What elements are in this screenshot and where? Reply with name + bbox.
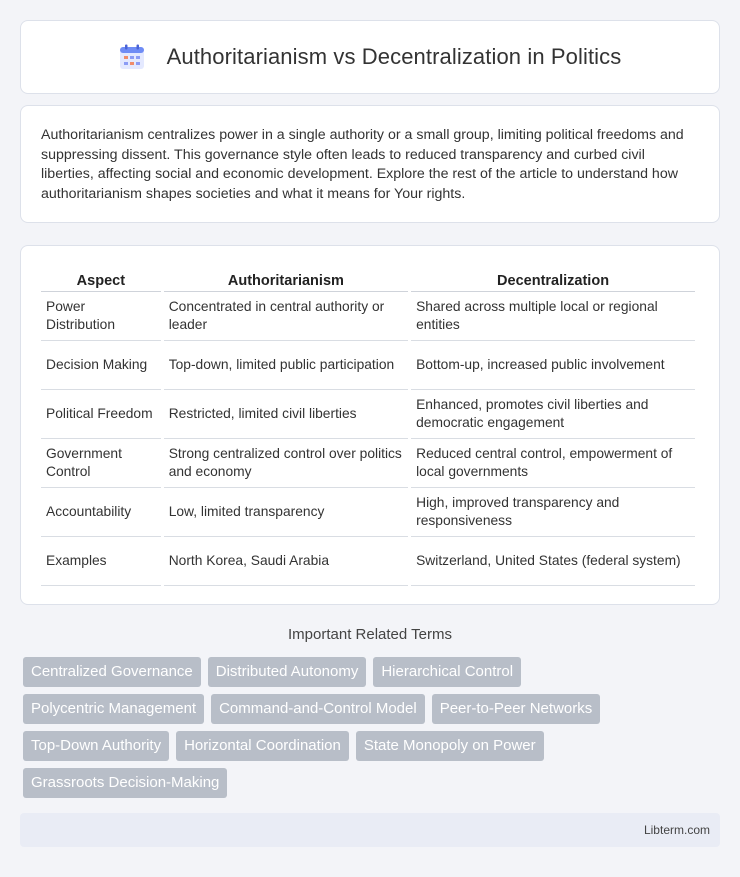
table-cell: Enhanced, promotes civil liberties and democratic engagement: [411, 390, 695, 439]
related-term-tag[interactable]: Command-and-Control Model: [211, 694, 425, 724]
intro-card: [20, 105, 720, 223]
table-row: [41, 439, 695, 488]
table-cell: Restricted, limited civil liberties: [164, 390, 408, 439]
related-term-tag[interactable]: Hierarchical Control: [373, 657, 521, 687]
comparison-table: [38, 266, 698, 586]
related-term-tag[interactable]: Centralized Governance: [23, 657, 201, 687]
table-cell: Low, limited transparency: [164, 488, 408, 537]
related-term-tag[interactable]: Distributed Autonomy: [208, 657, 367, 687]
intro-text: Authoritarianism centralizes power in a single authority or a small group, limiting political freedoms and suppressing dissent. This governance style often leads to reduced transparency and curbed civil liberties, affecting social and economic development. Explore the rest of the article to understand how authoritarianism shapes societies and what it means for Your rights.: [41, 127, 684, 202]
table-cell: High, improved transparency and responsiveness: [411, 488, 695, 537]
table-cell: Decision Making: [41, 341, 161, 390]
table-cell: Shared across multiple local or regional entities: [411, 292, 695, 341]
calendar-grid-icon: [119, 44, 145, 70]
related-term-tag[interactable]: Peer-to-Peer Networks: [432, 694, 601, 724]
column-header: Authoritarianism: [164, 266, 408, 292]
title-card: [20, 20, 720, 94]
table-cell: Strong centralized control over politics and economy: [164, 439, 408, 488]
footer: [20, 813, 720, 847]
table-cell: Accountability: [41, 488, 161, 537]
table-cell: Power Distribution: [41, 292, 161, 341]
table-cell: Bottom-up, increased public involvement: [411, 341, 695, 390]
table-cell: Government Control: [41, 439, 161, 488]
related-term-tag[interactable]: Horizontal Coordination: [176, 731, 349, 761]
related-term-tag[interactable]: Top-Down Authority: [23, 731, 169, 761]
table-cell: Top-down, limited public participation: [164, 341, 408, 390]
table-row: [41, 537, 695, 586]
table-row: [41, 341, 695, 390]
table-cell: Examples: [41, 537, 161, 586]
table-header-row: [41, 266, 695, 292]
table-cell: Concentrated in central authority or leader: [164, 292, 408, 341]
table-cell: North Korea, Saudi Arabia: [164, 537, 408, 586]
table-cell: Reduced central control, empowerment of local governments: [411, 439, 695, 488]
related-term-tag[interactable]: State Monopoly on Power: [356, 731, 544, 761]
table-row: [41, 292, 695, 341]
column-header: Decentralization: [411, 266, 695, 292]
related-terms-heading: Important Related Terms: [288, 626, 452, 643]
related-terms-list: [23, 657, 723, 805]
column-header: Aspect: [41, 266, 161, 292]
table-row: [41, 390, 695, 439]
table-cell: Switzerland, United States (federal system): [411, 537, 695, 586]
comparison-table-card: [20, 245, 720, 605]
table-cell: Political Freedom: [41, 390, 161, 439]
footer-site-link[interactable]: Libterm.com: [643, 823, 710, 837]
table-row: [41, 488, 695, 537]
related-term-tag[interactable]: Polycentric Management: [23, 694, 204, 724]
related-term-tag[interactable]: Grassroots Decision-Making: [23, 768, 227, 798]
page-title: Authoritarianism vs Decentralization in Politics: [166, 44, 622, 69]
